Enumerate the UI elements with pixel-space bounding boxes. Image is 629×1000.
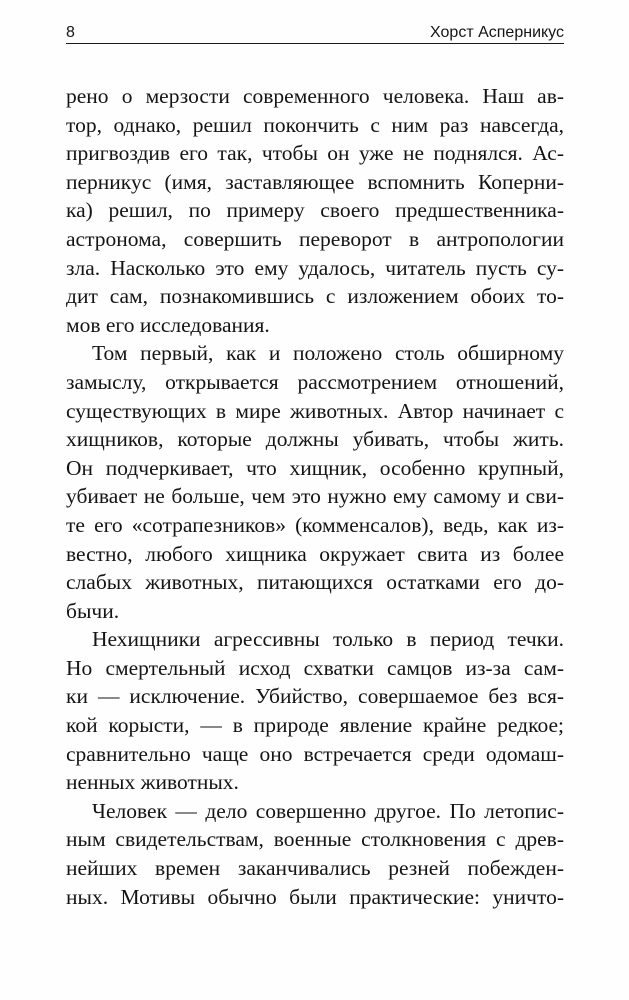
paragraph xyxy=(66,82,564,339)
text-line: те его «сотрапезников» (комменсалов), ведь, как из- xyxy=(66,512,564,537)
running-head-author: Хорст Асперникус xyxy=(430,24,564,41)
text-line: зла. Насколько это ему удалось, читатель пусть су- xyxy=(66,255,564,280)
text-line: астронома, совершить переворот в антропологии xyxy=(66,226,564,251)
header-rule xyxy=(66,43,564,44)
text-line: тор, однако, решил покончить с ним раз навсегда, xyxy=(66,112,564,137)
text-line: мов его исследования. xyxy=(66,312,270,337)
text-line: кой корысти, — в природе явление крайне редкое; xyxy=(66,713,564,738)
text-line: нейших времен заканчивались резней побежден- xyxy=(66,856,564,881)
text-line: слабых животных, питающихся остатками его до- xyxy=(66,570,564,595)
text-line: ки — исключение. Убийство, совершаемое без вся- xyxy=(66,684,564,709)
text-line: ненных животных. xyxy=(66,770,239,795)
text-line: перникус (имя, заставляющее вспомнить Коперни- xyxy=(66,169,564,194)
text-line: Но смертельный исход схватки самцов из-за сам- xyxy=(66,655,564,680)
text-line: Он подчеркивает, что хищник, особенно крупный, xyxy=(66,455,564,480)
text-line: бычи. xyxy=(66,598,120,623)
text-line: Нехищники агрессивны только в период течки. xyxy=(92,627,564,652)
text-line: пригвоздив его так, чтобы он уже не поднялся. Ас- xyxy=(66,141,564,166)
text-line: ным свидетельствам, военные столкновения с древ- xyxy=(66,827,564,852)
text-line: существующих в мире животных. Автор начинает с xyxy=(66,398,564,423)
text-line: убивает не больше, чем это нужно ему самому и сви- xyxy=(66,484,564,509)
text-line: замыслу, открывается рассмотрением отношений, xyxy=(66,369,564,394)
text-line: Том первый, как и положено столь обширному xyxy=(92,341,564,366)
page-header xyxy=(66,22,564,44)
text-line: хищников, которые должны убивать, чтобы жить. xyxy=(66,427,564,452)
text-line: ка) решил, по примеру своего предшественника- xyxy=(66,198,564,223)
paragraph xyxy=(66,797,564,911)
text-line: вестно, любого хищника окружает свита из более xyxy=(66,541,564,566)
page-number: 8 xyxy=(66,24,75,41)
body-text xyxy=(66,82,564,911)
text-line: рено о мерзости современного человека. Наш ав- xyxy=(66,84,564,108)
text-line: Человек — дело совершенно другое. По летопис- xyxy=(92,798,564,823)
text-line: дит сам, познакомившись с изложением обоих то- xyxy=(66,284,564,309)
text-line: ных. Мотивы обычно были практические: уничто- xyxy=(66,884,564,909)
paragraph xyxy=(66,625,564,797)
text-line: сравнительно чаще оно встречается среди одомаш- xyxy=(66,741,564,766)
paragraph xyxy=(66,339,564,625)
